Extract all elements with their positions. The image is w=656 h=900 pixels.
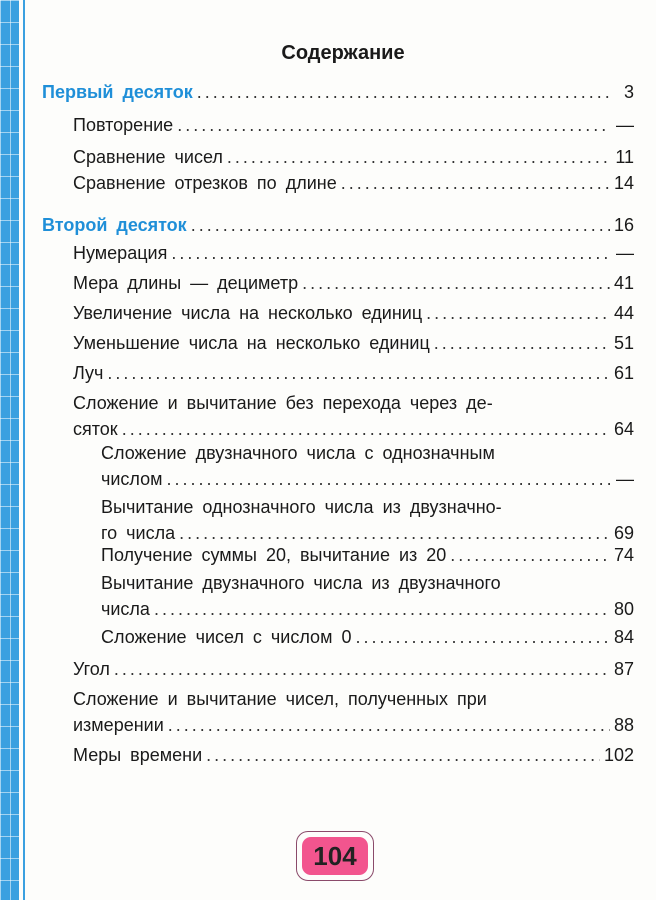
entry-title: го числа [101, 523, 176, 543]
entry-page: 61 [613, 363, 634, 383]
dot-leader [355, 624, 610, 650]
dot-leader [434, 330, 610, 356]
dot-leader [302, 270, 610, 296]
dot-leader [206, 742, 600, 768]
entry-title: числом [101, 469, 163, 489]
toc-entry [42, 79, 634, 105]
entry-title: Получение суммы 20, вычитание из 20 [101, 545, 447, 565]
entry-page: 16 [613, 215, 634, 235]
page-number-badge [296, 831, 374, 881]
toc-entry [73, 390, 634, 442]
entry-title: Сложение чисел с числом 0 [101, 627, 352, 647]
entry-title: Угол [73, 659, 110, 679]
dot-leader [154, 596, 610, 622]
toc-entry [42, 212, 634, 238]
entry-title: Меры времени [73, 745, 203, 765]
toc-entry [101, 570, 634, 622]
entry-page: 74 [613, 545, 634, 565]
toc-entry [101, 494, 634, 546]
dot-leader [450, 542, 610, 568]
toc-entry [73, 300, 634, 326]
entry-page: 80 [613, 599, 634, 619]
entry-page: 84 [613, 627, 634, 647]
dot-leader [167, 466, 610, 492]
entry-page: 102 [603, 745, 634, 765]
entry-title: Вычитание двузначного числа из двузначного [101, 573, 501, 593]
entry-page: — [616, 115, 634, 135]
entry-page: 88 [613, 715, 634, 735]
entry-title: Сложение двузначного числа с однозначным [101, 443, 495, 463]
dot-leader [114, 656, 610, 682]
page-number: 104 [302, 837, 368, 875]
toc-entry [73, 360, 634, 386]
entry-title: Мера длины — дециметр [73, 273, 299, 293]
entry-title: сяток [73, 419, 118, 439]
toc-entry [73, 656, 634, 682]
page-title: Содержание [281, 42, 405, 64]
entry-page: 41 [613, 273, 634, 293]
entry-page: 3 [623, 82, 634, 102]
entry-page: 87 [613, 659, 634, 679]
entry-title: Сложение и вычитание без перехода через де- [73, 393, 493, 413]
entry-title: Увеличение числа на несколько единиц [73, 303, 423, 323]
dot-leader [168, 712, 610, 738]
toc-entry [73, 240, 634, 266]
entry-page: — [616, 243, 634, 263]
dot-leader [341, 170, 610, 196]
dot-leader [177, 112, 610, 138]
entry-page: 14 [613, 173, 634, 193]
entry-title: числа [101, 599, 150, 619]
entry-page: 51 [613, 333, 634, 353]
toc-entry [73, 686, 634, 738]
entry-page: — [616, 469, 634, 489]
entry-title: Луч [73, 363, 104, 383]
entry-title: Вычитание однозначного числа из двузначно- [101, 497, 502, 517]
left-grid-strip [0, 0, 19, 900]
toc-entry [73, 112, 634, 138]
entry-page: 64 [613, 419, 634, 439]
entry-title: Повторение [73, 115, 174, 135]
dot-leader [191, 212, 610, 238]
toc-entry [73, 742, 634, 768]
entry-title: Второй десяток [42, 215, 187, 235]
toc-entry [101, 440, 634, 492]
dot-leader [171, 240, 610, 266]
toc-entry [73, 170, 634, 196]
toc-entry [101, 624, 634, 650]
dot-leader [227, 144, 610, 170]
entry-title: Уменьшение числа на несколько единиц [73, 333, 430, 353]
entry-title: Сложение и вычитание чисел, полученных при [73, 689, 487, 709]
dot-leader [107, 360, 610, 386]
toc-entry [73, 270, 634, 296]
dot-leader [197, 79, 610, 105]
entry-title: Сравнение отрезков по длине [73, 173, 337, 193]
dot-leader [426, 300, 610, 326]
entry-title: Первый десяток [42, 82, 193, 102]
entry-page: 11 [615, 147, 634, 167]
toc-entry [101, 542, 634, 568]
entry-title: Нумерация [73, 243, 168, 263]
entry-title: Сравнение чисел [73, 147, 223, 167]
toc-entry [73, 330, 634, 356]
entry-title: измерении [73, 715, 164, 735]
margin-line [23, 0, 25, 900]
toc-entry [73, 144, 634, 170]
dot-leader [122, 416, 610, 442]
entry-page: 44 [613, 303, 634, 323]
entry-page: 69 [613, 523, 634, 543]
